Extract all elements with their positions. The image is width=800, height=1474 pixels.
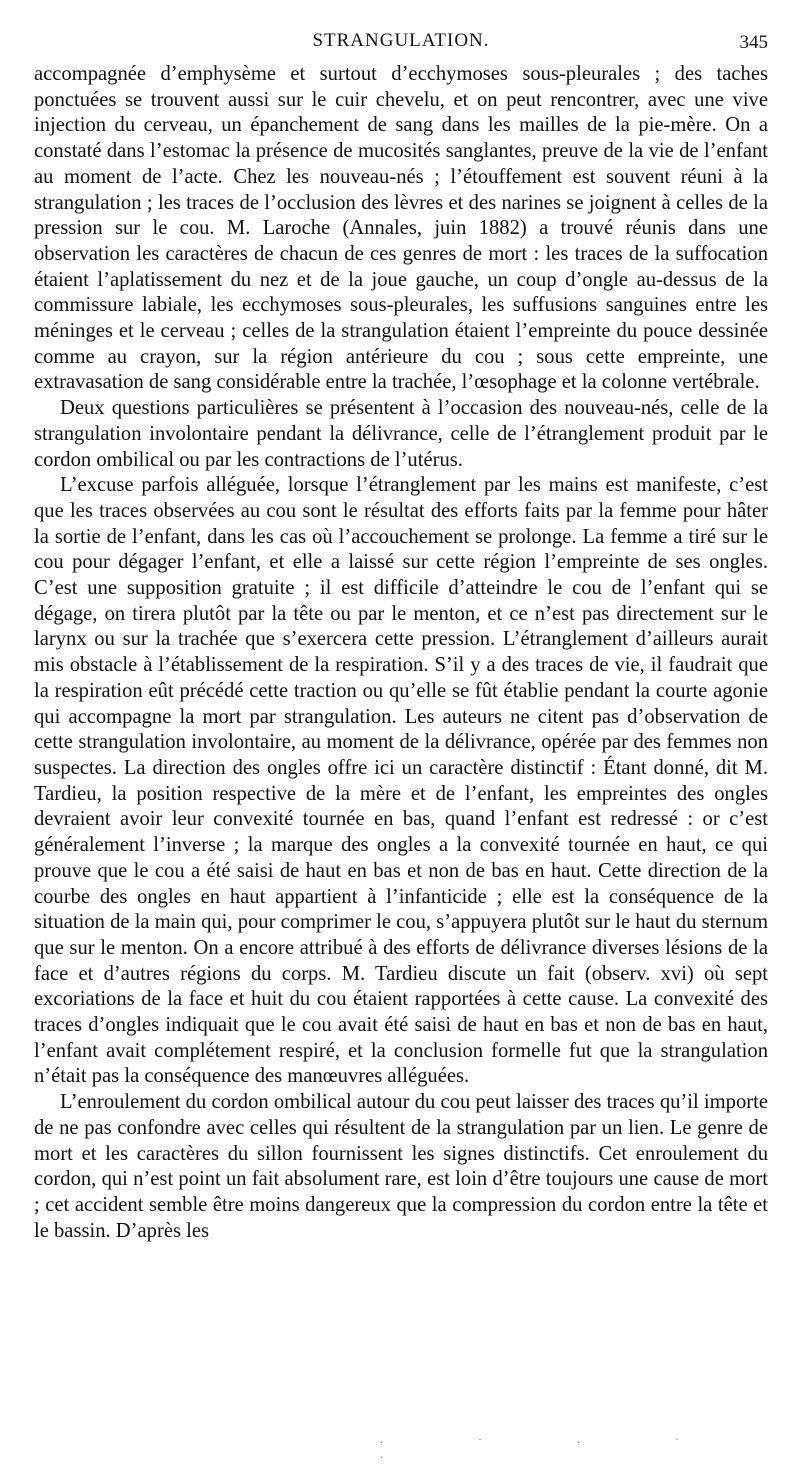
footer-print-marks: . · . · . (380, 1432, 725, 1461)
paragraph: L’excuse parfois alléguée, lorsque l’étranglement par les mains est manifeste, c’est que les traces observées au cou sont le résultat des efforts faits par la femme pour hâter la sortie de l’enfant, dans les cas où l’accouchement se prolonge. La femme a tiré sur le cou pour dégager l’enfant, et elle a laissé sur cette région l’empreinte de ses ongles. C’est une supposition gratuite ; il est difficile d’atteindre le cou de l’enfant qui se dégage, on tirera plutôt par la tête ou par le menton, et ce n’est pas directement sur le larynx ou sur la trachée que s’exercera cette pression. L’étranglement d’ailleurs aurait mis obstacle à l’établissement de la respiration. S’il y a des traces de vie, il faudrait que la respiration eût précédé cette traction ou qu’elle se fût établie pendant la courte agonie qui accompagne la mort par strangulation. Les auteurs ne citent pas d’observation de cette strangulation involontaire, au moment de la délivrance, opérée par des femmes non suspectes. La direction des ongles offre ici un caractère distinctif : Étant donné, dit M. Tardieu, la position respective de la mère et de l’enfant, les empreintes des ongles devraient avoir leur convexité tournée en bas, quand l’enfant est redressé : or c’est généralement l’inverse ; la marque des ongles a la convexité tournée en haut, ce qui prouve que le cou a été saisi de haut en bas et non de bas en haut. Cette direction de la courbe des ongles en haut appartient à l’infanticide ; elle est la conséquence de la situation de la main qui, pour comprimer le cou, s’appuyera plutôt sur le haut du sternum que sur le menton. On a encore attribué à des efforts de délivrance diverses lésions de la face et d’autres régions du corps. M. Tardieu discute un fait (observ. xvi) où sept excoriations de la face et huit du cou étaient rapportées à cette cause. La convexité des traces d’ongles indiquait que le cou avait été saisi de haut en bas et non de bas en haut, l’enfant avait complétement respiré, et la conclusion formelle fut que la strangulation n’était pas la conséquence des manœuvres alléguées. (34, 474, 768, 1088)
body-text (34, 62, 768, 1244)
paragraph: Deux questions particulières se présentent à l’occasion des nouveau-nés, celle de la strangulation involontaire pendant la délivrance, celle de l’étranglement produit par le cordon ombilical ou par les contractions de l’utérus. (34, 397, 768, 471)
running-title: STRANGULATION. (312, 30, 490, 51)
paragraph: accompagnée d’emphysème et surtout d’ecchymoses sous-pleurales ; des taches ponctuées se trouvent aussi sur le cuir chevelu, et on peut rencontrer, avec une vive injection du cerveau, un épanchement de sang dans les mailles de la pie-mère. On a constaté dans l’estomac la présence de mucosités sanglantes, preuve de la vie de l’enfant au moment de l’acte. Chez les nouveau-nés ; l’étouffement est souvent réuni à la strangulation ; les traces de l’occlusion des lèvres et des narines se joignent à celles de la pression sur le cou. M. Laroche (Annales, juin 1882) a trouvé réunis dans une observation les caractères de chacun de ces genres de mort : les traces de la suffocation étaient l’aplatissement du nez et de la joue gauche, un coup d’ongle au-dessus de la commissure labiale, les ecchymoses sous-pleurales, les suffusions sanguines entre les méninges et le cerveau ; celles de la strangulation étaient l’empreinte du pouce dessinée comme au crayon, sur la région antérieure du cou ; sous cette empreinte, une extravasation de sang considérable entre la trachée, l’œsophage et la colonne vertébrale. (34, 63, 768, 394)
page-header (34, 30, 768, 56)
paragraph: L’enroulement du cordon ombilical autour du cou peut laisser des traces qu’il importe de ne pas confondre avec celles qui résultent de la strangulation par un lien. Le genre de mort et les caractères du sillon fournissent les signes distinctifs. Cet enroulement du cordon, qui n’est point un fait absolument rare, est loin d’être toujours une cause de mort ; cet accident semble être moins dangereux que la compression du cordon entre la tête et le bassin. D’après les (34, 1091, 768, 1242)
page-number: 345 (739, 32, 768, 53)
